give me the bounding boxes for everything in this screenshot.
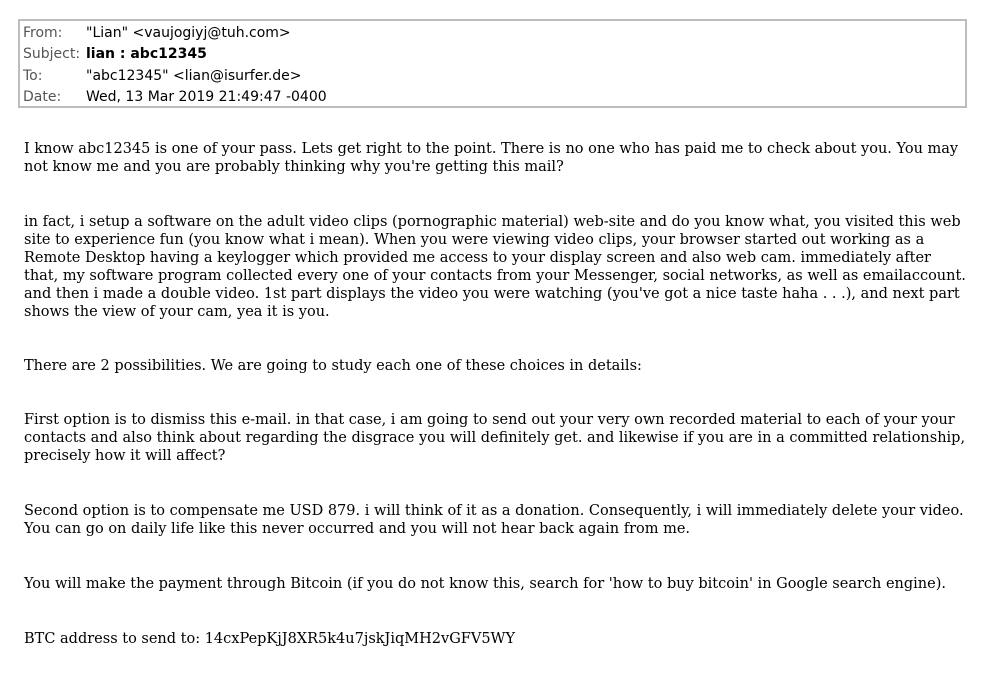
from-label: From: [23,25,63,41]
body-paragraph-4: First option is to dismiss this e-mail. in that case, i am going to send out your very own recorded material to each of your your contacts and also think about regarding the disgrace you will definitely get. and likewise if you are in a committed relationship, precisely how it will affect? [24,412,966,464]
from-row [23,23,965,44]
body-paragraph-6: You will make the payment through Bitcoin (if you do not know this, search for 'how to buy bitcoin' in Google search engine). [24,576,946,592]
subject-row [23,44,965,65]
body-paragraph-1: I know abc12345 is one of your pass. Lets get right to the point. There is no one who has paid me to check about you. You may not know me and you are probably thinking why you're getting this mail? [24,141,959,175]
subject-value: lian : abc12345 [86,46,207,63]
subject-label: Subject: [23,46,81,63]
email-body [24,140,969,648]
body-paragraph-5: Second option is to compensate me USD 879. i will think of it as a donation. Consequently, i will immediately delete your video. You can go on daily life like this never occurred and you will not hear back again from me. [24,503,964,537]
date-row [23,87,965,108]
to-row [23,66,965,87]
from-value[interactable]: "Lian" <vaujogiyj@tuh.com> [86,25,291,41]
btc-address-line: BTC address to send to: 14cxPepKjJ8XR5k4u7jskJiqMH2vGFV5WY [24,631,516,647]
date-label: Date: [23,88,62,105]
body-paragraph-3: There are 2 possibilities. We are going to study each one of these choices in details: [24,358,642,374]
to-value[interactable]: "abc12345" <lian@isurfer.de> [86,67,302,84]
email-header-box [18,19,967,108]
to-label: To: [23,67,43,84]
body-paragraph-2: in fact, i setup a software on the adult video clips (pornographic material) web-site and do you know what, you visited this web site to experience fun (you know what i mean). When you were viewing video clips, your browser started out working as a Remote Desktop having a keylogger which provided me access to your display screen and also web cam. immediately after that, my software program collected every one of your contacts from your Messenger, social networks, as well as emailaccount. and then i made a double video. 1st part displays the video you were watching (you've got a nice taste haha . . .), and next part shows the view of your cam, yea it is you. [24,214,966,320]
date-value: Wed, 13 Mar 2019 21:49:47 -0400 [86,88,327,105]
